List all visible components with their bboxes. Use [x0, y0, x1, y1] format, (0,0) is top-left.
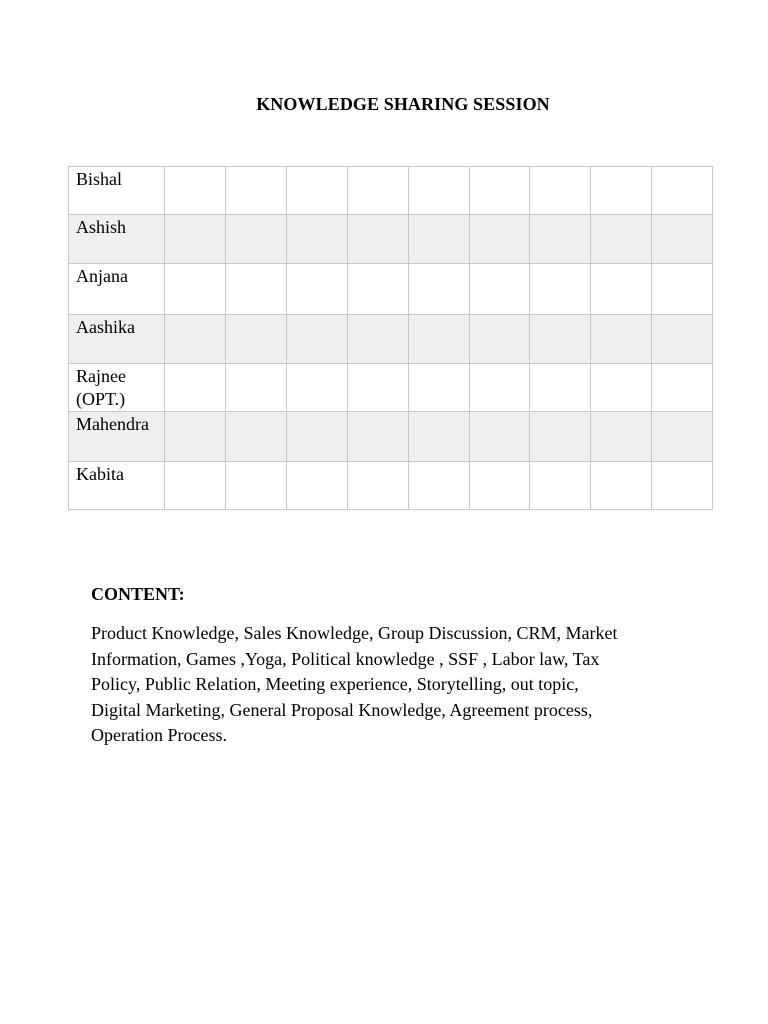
- session-cell: [591, 462, 652, 510]
- table-row: [69, 462, 713, 510]
- session-cell: [530, 215, 591, 264]
- session-cell: [226, 215, 287, 264]
- session-cell: [470, 412, 530, 462]
- session-cell: [348, 264, 409, 315]
- session-cell: [591, 412, 652, 462]
- session-cell: [530, 462, 591, 510]
- session-cell: [165, 167, 226, 215]
- session-cell: [470, 215, 530, 264]
- session-cell: [165, 215, 226, 264]
- table-row: [69, 364, 713, 412]
- participant-name: Anjana: [69, 264, 165, 315]
- table-row: [69, 167, 713, 215]
- session-cell: [287, 315, 348, 364]
- content-line: Digital Marketing, General Proposal Knowledge, Agreement process,: [91, 699, 593, 720]
- participant-name: Bishal: [69, 167, 165, 215]
- session-cell: [287, 364, 348, 412]
- participant-name: Ashish: [69, 215, 165, 264]
- content-line: Product Knowledge, Sales Knowledge, Group Discussion, CRM, Market: [91, 623, 618, 643]
- session-cell: [591, 364, 652, 412]
- content-line: Information, Games ,Yoga, Political knowledge , SSF , Labor law, Tax: [91, 648, 600, 669]
- session-cell: [287, 167, 348, 215]
- session-cell: [287, 264, 348, 315]
- participant-name: Aashika: [69, 315, 165, 364]
- session-cell: [226, 462, 287, 510]
- content-section: [91, 583, 691, 749]
- session-cell: [470, 315, 530, 364]
- table-row: [69, 215, 713, 264]
- session-cell: [409, 462, 470, 510]
- session-cell: [409, 264, 470, 315]
- attendance-table-body: [69, 167, 713, 510]
- session-cell: [530, 167, 591, 215]
- session-cell: [287, 412, 348, 462]
- session-cell: [652, 364, 713, 412]
- session-cell: [530, 364, 591, 412]
- session-cell: [409, 215, 470, 264]
- attendance-table: [68, 166, 713, 510]
- session-cell: [226, 412, 287, 462]
- session-cell: [530, 315, 591, 364]
- session-cell: [409, 412, 470, 462]
- session-cell: [591, 167, 652, 215]
- session-cell: [348, 315, 409, 364]
- session-cell: [348, 462, 409, 510]
- participant-name: Mahendra: [69, 412, 165, 462]
- session-cell: [652, 412, 713, 462]
- session-cell: [226, 264, 287, 315]
- participant-name: Rajnee (OPT.): [69, 364, 165, 412]
- content-line: Policy, Public Relation, Meeting experience, Storytelling, out topic,: [91, 674, 579, 694]
- content-text: [91, 621, 691, 749]
- session-cell: [652, 167, 713, 215]
- session-cell: [470, 462, 530, 510]
- session-cell: [348, 364, 409, 412]
- session-cell: [530, 412, 591, 462]
- session-cell: [409, 315, 470, 364]
- session-cell: [165, 412, 226, 462]
- session-cell: [287, 215, 348, 264]
- session-cell: [652, 215, 713, 264]
- content-heading: CONTENT:: [91, 584, 185, 604]
- session-cell: [287, 462, 348, 510]
- session-cell: [348, 167, 409, 215]
- session-cell: [226, 364, 287, 412]
- session-cell: [165, 315, 226, 364]
- session-cell: [591, 315, 652, 364]
- session-cell: [652, 462, 713, 510]
- session-cell: [409, 364, 470, 412]
- session-cell: [226, 315, 287, 364]
- session-cell: [409, 167, 470, 215]
- content-line: Operation Process.: [91, 725, 227, 745]
- table-row: [69, 264, 713, 315]
- participant-name: Kabita: [69, 462, 165, 510]
- session-cell: [348, 412, 409, 462]
- session-cell: [591, 215, 652, 264]
- session-cell: [470, 264, 530, 315]
- session-cell: [165, 462, 226, 510]
- session-cell: [348, 215, 409, 264]
- page-title: KNOWLEDGE SHARING SESSION: [256, 94, 550, 114]
- table-row: [69, 412, 713, 462]
- session-cell: [530, 264, 591, 315]
- session-cell: [165, 364, 226, 412]
- session-cell: [652, 264, 713, 315]
- session-cell: [165, 264, 226, 315]
- session-cell: [591, 264, 652, 315]
- session-cell: [470, 167, 530, 215]
- session-cell: [652, 315, 713, 364]
- session-cell: [470, 364, 530, 412]
- table-row: [69, 315, 713, 364]
- session-cell: [226, 167, 287, 215]
